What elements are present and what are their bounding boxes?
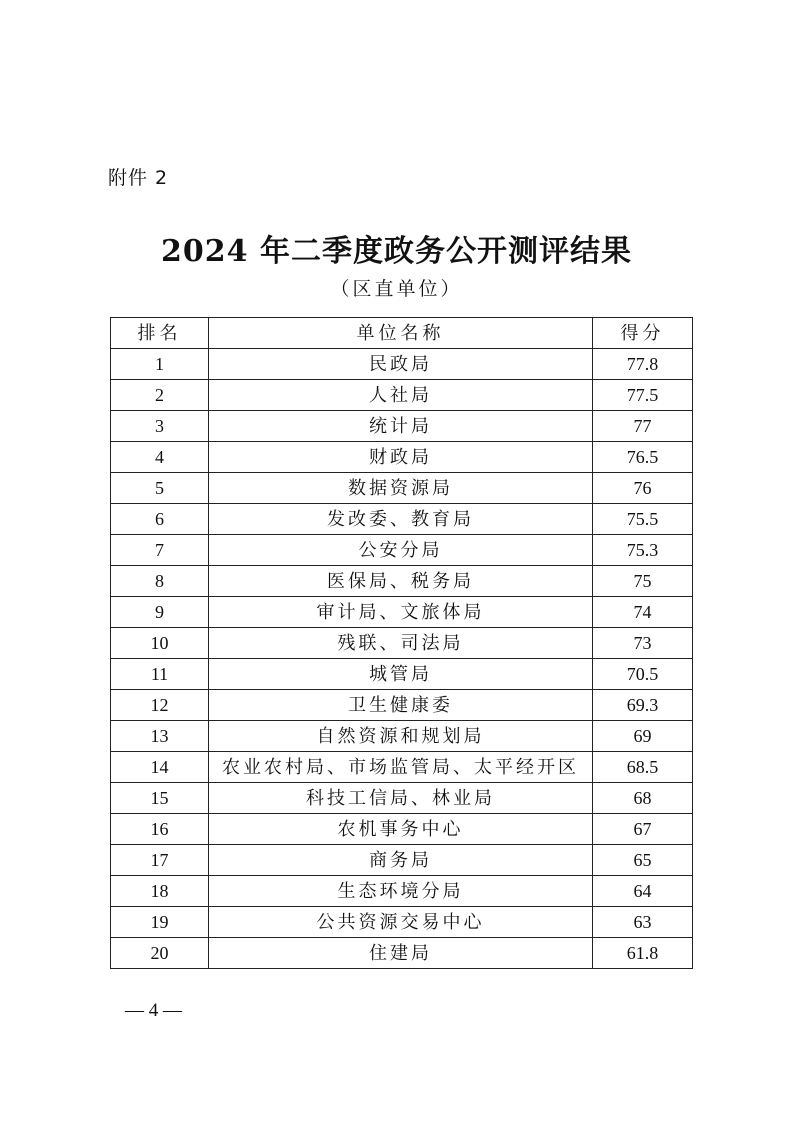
unit-name-cell: 农业农村局、市场监管局、太平经开区 bbox=[209, 752, 593, 783]
unit-name-cell: 住建局 bbox=[209, 938, 593, 969]
table-body bbox=[111, 349, 693, 969]
header-score: 得分 bbox=[593, 318, 693, 349]
unit-name-cell: 统计局 bbox=[209, 411, 593, 442]
rank-cell: 9 bbox=[111, 597, 209, 628]
rank-cell: 11 bbox=[111, 659, 209, 690]
table-row bbox=[111, 783, 693, 814]
table-row bbox=[111, 659, 693, 690]
table-row bbox=[111, 442, 693, 473]
table-row bbox=[111, 473, 693, 504]
unit-name-cell: 生态环境分局 bbox=[209, 876, 593, 907]
score-cell: 65 bbox=[593, 845, 693, 876]
score-cell: 64 bbox=[593, 876, 693, 907]
score-cell: 75 bbox=[593, 566, 693, 597]
score-cell: 77 bbox=[593, 411, 693, 442]
rank-cell: 20 bbox=[111, 938, 209, 969]
score-cell: 67 bbox=[593, 814, 693, 845]
rank-cell: 18 bbox=[111, 876, 209, 907]
score-cell: 77.5 bbox=[593, 380, 693, 411]
score-cell: 76 bbox=[593, 473, 693, 504]
unit-name-cell: 民政局 bbox=[209, 349, 593, 380]
rank-cell: 6 bbox=[111, 504, 209, 535]
unit-name-cell: 残联、司法局 bbox=[209, 628, 593, 659]
table-row bbox=[111, 876, 693, 907]
unit-name-cell: 发改委、教育局 bbox=[209, 504, 593, 535]
table-row bbox=[111, 938, 693, 969]
score-cell: 75.5 bbox=[593, 504, 693, 535]
unit-name-cell: 医保局、税务局 bbox=[209, 566, 593, 597]
score-cell: 63 bbox=[593, 907, 693, 938]
unit-name-cell: 数据资源局 bbox=[209, 473, 593, 504]
table-row bbox=[111, 411, 693, 442]
results-table bbox=[110, 317, 693, 969]
table-row bbox=[111, 907, 693, 938]
unit-name-cell: 自然资源和规划局 bbox=[209, 721, 593, 752]
rank-cell: 13 bbox=[111, 721, 209, 752]
table-row bbox=[111, 349, 693, 380]
score-cell: 76.5 bbox=[593, 442, 693, 473]
unit-name-cell: 财政局 bbox=[209, 442, 593, 473]
table-row bbox=[111, 845, 693, 876]
rank-cell: 2 bbox=[111, 380, 209, 411]
score-cell: 77.8 bbox=[593, 349, 693, 380]
header-rank: 排名 bbox=[111, 318, 209, 349]
table-row bbox=[111, 628, 693, 659]
page-number: — 4 — bbox=[125, 1000, 182, 1021]
rank-cell: 15 bbox=[111, 783, 209, 814]
rank-cell: 1 bbox=[111, 349, 209, 380]
rank-cell: 4 bbox=[111, 442, 209, 473]
document-title: 2024 年二季度政务公开测评结果 bbox=[161, 234, 632, 269]
unit-name-cell: 农机事务中心 bbox=[209, 814, 593, 845]
table-row bbox=[111, 721, 693, 752]
unit-name-cell: 卫生健康委 bbox=[209, 690, 593, 721]
score-cell: 74 bbox=[593, 597, 693, 628]
header-unit: 单位名称 bbox=[209, 318, 593, 349]
unit-name-cell: 科技工信局、林业局 bbox=[209, 783, 593, 814]
unit-name-cell: 审计局、文旅体局 bbox=[209, 597, 593, 628]
rank-cell: 14 bbox=[111, 752, 209, 783]
score-cell: 69.3 bbox=[593, 690, 693, 721]
rank-cell: 17 bbox=[111, 845, 209, 876]
table-row bbox=[111, 752, 693, 783]
unit-name-cell: 公安分局 bbox=[209, 535, 593, 566]
rank-cell: 5 bbox=[111, 473, 209, 504]
rank-cell: 19 bbox=[111, 907, 209, 938]
score-cell: 61.8 bbox=[593, 938, 693, 969]
rank-cell: 3 bbox=[111, 411, 209, 442]
table-header-row bbox=[111, 318, 693, 349]
table-row bbox=[111, 380, 693, 411]
rank-cell: 8 bbox=[111, 566, 209, 597]
rank-cell: 12 bbox=[111, 690, 209, 721]
score-cell: 69 bbox=[593, 721, 693, 752]
table-row bbox=[111, 597, 693, 628]
attachment-label: 附件 2 bbox=[108, 167, 169, 189]
unit-name-cell: 人社局 bbox=[209, 380, 593, 411]
score-cell: 68 bbox=[593, 783, 693, 814]
score-cell: 68.5 bbox=[593, 752, 693, 783]
table-row bbox=[111, 535, 693, 566]
unit-name-cell: 商务局 bbox=[209, 845, 593, 876]
rank-cell: 16 bbox=[111, 814, 209, 845]
table-row bbox=[111, 814, 693, 845]
score-cell: 70.5 bbox=[593, 659, 693, 690]
score-cell: 75.3 bbox=[593, 535, 693, 566]
score-cell: 73 bbox=[593, 628, 693, 659]
unit-name-cell: 城管局 bbox=[209, 659, 593, 690]
unit-name-cell: 公共资源交易中心 bbox=[209, 907, 593, 938]
table-row bbox=[111, 504, 693, 535]
document-subtitle: （区直单位） bbox=[330, 278, 463, 300]
table-row bbox=[111, 690, 693, 721]
table-row bbox=[111, 566, 693, 597]
rank-cell: 10 bbox=[111, 628, 209, 659]
rank-cell: 7 bbox=[111, 535, 209, 566]
